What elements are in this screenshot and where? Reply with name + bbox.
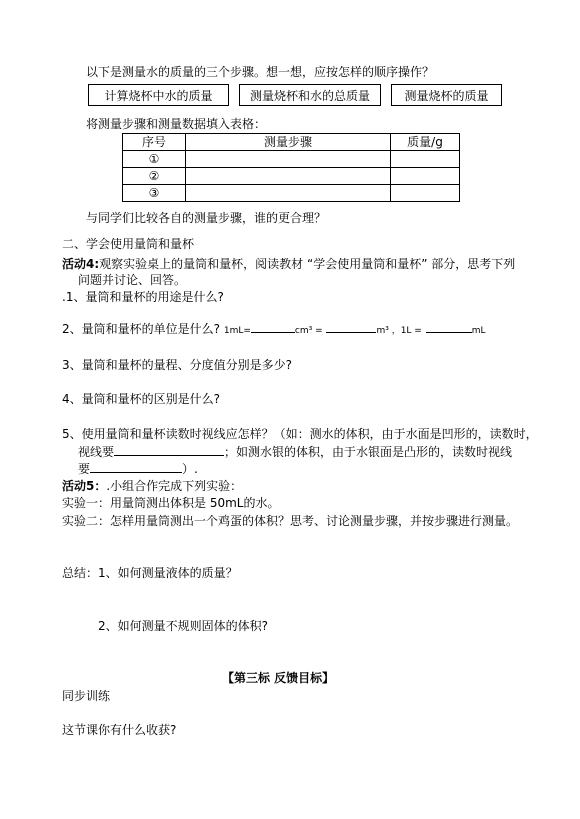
table-header-mass: 质量/g xyxy=(391,134,460,151)
section-two-heading: 二、学会使用量筒和量杯 xyxy=(62,237,195,251)
table-cell-step[interactable] xyxy=(186,168,391,185)
q2-cm3-label: cm³ = xyxy=(294,326,323,336)
table-cell-mass[interactable] xyxy=(391,185,460,202)
question-4: 4、量筒和量杯的区别是什么? xyxy=(62,392,221,406)
summary-1: 总结：1、如何测量液体的质量？ xyxy=(62,566,238,580)
q2-ml-label: 1mL= xyxy=(223,326,251,336)
question-2 xyxy=(62,320,485,339)
table-header-step: 测量步骤 xyxy=(186,134,391,151)
table-header-index: 序号 xyxy=(123,134,186,151)
table-row-index: ① xyxy=(123,151,186,168)
sync-training: 同步训练 xyxy=(62,689,111,703)
table-row xyxy=(123,151,460,168)
activity4-label: 活动4: xyxy=(62,257,100,271)
q5-close-paren: ）. xyxy=(182,462,198,476)
table-row xyxy=(123,168,460,185)
question-2-prefix: 2、量筒和量杯的单位是什么? xyxy=(62,322,221,336)
table-row-index: ③ xyxy=(123,185,186,202)
steps-table xyxy=(122,133,460,202)
question-1: .1、量筒和量杯的用途是什么? xyxy=(62,290,224,304)
activity5-line xyxy=(62,478,242,494)
q5-view-label: 视线要 xyxy=(78,445,115,459)
fill-table-prompt: 将测量步骤和测量数据填入表格： xyxy=(86,117,267,131)
question-5-line3 xyxy=(78,460,198,477)
table-cell-step[interactable] xyxy=(186,185,391,202)
question-3: 3、量筒和量杯的量程、分度值分别是多少? xyxy=(62,358,293,372)
activity4-line1 xyxy=(62,256,515,272)
table-row xyxy=(123,185,460,202)
table-header-row xyxy=(123,134,460,151)
experiment-2: 实验二：怎样用量筒测出一个鸡蛋的体积？思考、讨论测量步骤，并按步骤进行测量。 xyxy=(62,514,519,528)
q2-ml-unit: mL xyxy=(471,326,486,336)
step-box-beaker-water-mass: 测量烧杯和水的总质量 xyxy=(239,84,381,106)
q2-m3-label: m³ ，1L = xyxy=(376,326,422,336)
table-cell-mass[interactable] xyxy=(391,168,460,185)
activity5-text: .小组合作完成下列实验： xyxy=(106,479,243,493)
third-goal-heading: 【第三标 反馈目标】 xyxy=(222,671,335,685)
intro-text: 以下是测量水的质量的三个步骤。想一想，应按怎样的顺序操作？ xyxy=(86,65,435,79)
q5-blank-convex[interactable] xyxy=(90,460,182,473)
q2-blank-ml[interactable] xyxy=(426,320,472,333)
harvest-question: 这节课你有什么收获? xyxy=(62,723,177,737)
table-cell-mass[interactable] xyxy=(391,151,460,168)
q5-yao-label: 要 xyxy=(78,462,91,476)
activity4-text: 观察实验桌上的量筒和量杯，阅读教材 “学会使用量筒和量杯” 部分，思考下列 xyxy=(99,257,516,271)
activity4-line2: 问题并讨论、回答。 xyxy=(78,273,187,287)
compare-text: 与同学们比较各自的测量步骤，谁的更合理？ xyxy=(86,211,327,225)
experiment-1: 实验一：用量筒测出体积是 50mL的水。 xyxy=(62,496,280,510)
question-5-line2 xyxy=(78,443,512,460)
q5-blank-concave[interactable] xyxy=(114,443,224,456)
table-row-index: ② xyxy=(123,168,186,185)
table-cell-step[interactable] xyxy=(186,151,391,168)
activity5-label: 活动5： xyxy=(62,479,107,493)
question-5-line1: 5、使用量筒和量杯读数时视线应怎样？（如：测水的体积，由于水面是凹形的，读数时， xyxy=(62,427,538,441)
summary-2: 2、如何测量不规则固体的体积? xyxy=(98,619,269,633)
q5-mercury-text: ；如测水银的体积，由于水银面是凸形的，读数时视线 xyxy=(224,445,513,459)
q2-blank-m3[interactable] xyxy=(326,320,376,333)
step-box-calc-water-mass: 计算烧杯中水的质量 xyxy=(88,84,229,106)
step-box-beaker-mass: 测量烧杯的质量 xyxy=(391,84,502,106)
q2-blank-cm3[interactable] xyxy=(251,320,295,333)
